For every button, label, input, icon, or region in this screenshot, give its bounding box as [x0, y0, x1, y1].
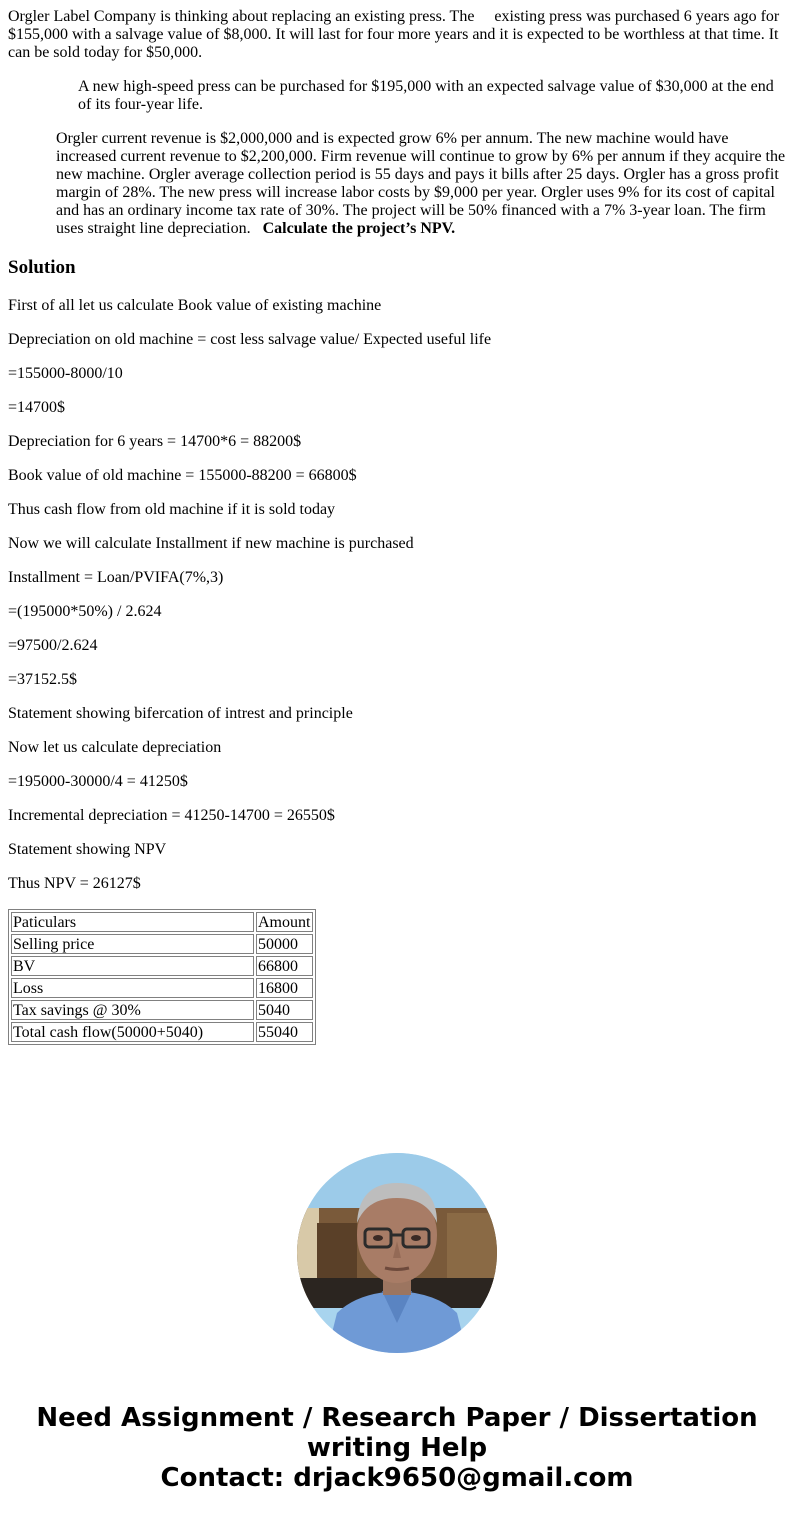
solution-step: Installment = Loan/PVIFA(7%,3)	[8, 569, 224, 586]
solution-heading: Solution	[8, 257, 76, 278]
solution-step: Depreciation for 6 years = 14700*6 = 88200$	[8, 433, 302, 450]
question-paragraph-1	[8, 8, 786, 62]
solution-step: Incremental depreciation = 41250-14700 = 26550$	[8, 807, 335, 824]
question-p1-part-b: existing press was purchased 6 years ago for $155,000 with a salvage value of $8,000. It will last for four more years and it is expected to be worthless at that time. It can be sold today for $50,000.	[8, 8, 780, 61]
table-row	[11, 956, 313, 976]
table-cell: Total cash flow(50000+5040)	[11, 1022, 254, 1042]
author-portrait-image	[297, 1153, 497, 1353]
solution-step: Statement showing bifercation of intrest and principle	[8, 705, 353, 722]
table-cell: 66800	[256, 956, 313, 976]
author-avatar	[297, 1153, 497, 1353]
solution-step: Thus NPV = 26127$	[8, 875, 141, 892]
banner-line-2: writing Help	[306, 1433, 488, 1463]
table-row	[11, 978, 313, 998]
solution-step: First of all let us calculate Book value of existing machine	[8, 297, 382, 314]
question-p3-text: Orgler current revenue is $2,000,000 and is expected grow 6% per annum. The new machine would have increased current revenue to $2,200,000. Firm revenue will continue to grow by 6% per annum if they acquire the new machine. Orgler average collection period is 55 days and pays it bills after 25 days. Orgler has a gross profit margin of 28%. The new press will increase labor costs by $9,000 per year. Orgler uses 9% for its cost of capital and has an ordinary income tax rate of 30%. The project will be 50% financed with a 7% 3-year loan. The firm uses straight line depreciation.	[56, 130, 786, 237]
solution-step: =97500/2.624	[8, 637, 98, 654]
table-row	[11, 1022, 313, 1042]
table-cell: Selling price	[11, 934, 254, 954]
solution-step: Thus cash flow from old machine if it is sold today	[8, 501, 336, 518]
table-header-cell: Paticulars	[11, 912, 254, 932]
solution-step: Book value of old machine = 155000-88200 = 66800$	[8, 467, 357, 484]
table-cell: 16800	[256, 978, 313, 998]
solution-step: =37152.5$	[8, 671, 78, 688]
question-p3-task: Calculate the project’s NPV.	[262, 220, 456, 237]
table-cell: 55040	[256, 1022, 313, 1042]
table-header-cell: Amount	[256, 912, 313, 932]
cash-flow-table	[8, 909, 316, 1045]
table-header-row	[11, 912, 313, 932]
table-cell: BV	[11, 956, 254, 976]
table-row	[11, 1000, 313, 1020]
solution-step: Statement showing NPV	[8, 841, 167, 858]
document-body	[8, 8, 786, 1045]
solution-step: Depreciation on old machine = cost less salvage value/ Expected useful life	[8, 331, 492, 348]
solution-steps	[8, 297, 786, 893]
table-cell: Tax savings @ 30%	[11, 1000, 254, 1020]
solution-step: =155000-8000/10	[8, 365, 123, 382]
solution-step: =195000-30000/4 = 41250$	[8, 773, 188, 790]
contact-banner	[0, 1403, 794, 1493]
banner-contact-email: Contact: drjack9650@gmail.com	[160, 1463, 634, 1493]
solution-step: Now let us calculate depreciation	[8, 739, 222, 756]
table-cell: 5040	[256, 1000, 313, 1020]
solution-step: =14700$	[8, 399, 66, 416]
solution-step: Now we will calculate Installment if new machine is purchased	[8, 535, 414, 552]
question-paragraph-2: A new high-speed press can be purchased for $195,000 with an expected salvage value of $30,000 at the end of its four-year life.	[78, 78, 774, 113]
table-cell: Loss	[11, 978, 254, 998]
question-paragraph-3	[8, 130, 786, 238]
table-cell: 50000	[256, 934, 313, 954]
question-p1-part-a: Orgler Label Company is thinking about replacing an existing press. The	[8, 8, 475, 25]
solution-step: =(195000*50%) / 2.624	[8, 603, 162, 620]
banner-line-1: Need Assignment / Research Paper / Dissertation	[36, 1403, 758, 1433]
table-row	[11, 934, 313, 954]
